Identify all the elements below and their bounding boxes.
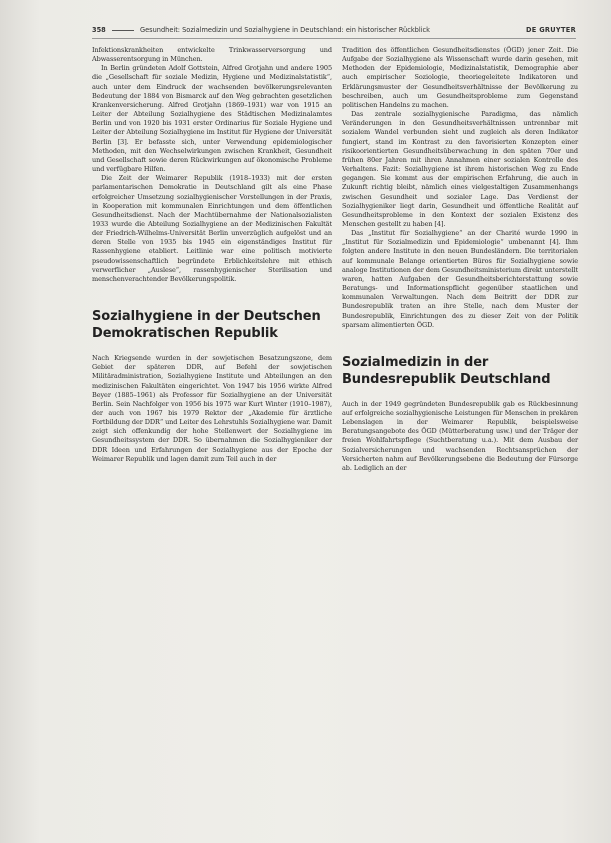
paragraph: In Berlin gründeten Adolf Gottstein, Alfred Grotjahn und andere 1905 die „Gesellschaft für soziale Medizin, Hygiene und Medizinalstatistik“, auch unter dem Eindruck der wachsenden bevölkerungsrelevanten Bedeutung der 1884 von Bismarck auf den Weg gebrachten gesetzlichen Krankenversicherung. Alfred Grotjahn (1869–1931) war von 1915 an Leiter der Abteilung Sozialhygiene des Städtischen Medizinalamtes Berlin und von 1920 bis 1931 erster Ordinarius für Soziale Hygiene und Leiter der Abteilung Sozialhygiene im Institut für Hygiene der Universität Berlin [3]. Er befasste sich, unter Verwendung epidemiologischer Methoden, mit den Wechselwirkungen zwischen Krankheit, Gesundheit und Gesellschaft sowie deren Rückwirkungen auf ökonomische Probleme und verfügbare Hilfen.: [92, 64, 332, 174]
paragraph: Auch in der 1949 gegründeten Bundesrepublik gab es Rückbesinnung auf erfolgreiche sozialhygienische Leistungen für Menschen in prekären Lebenslagen in der Weimarer Republik, beispielsweise Beratungsangebote des ÖGD (Mütterberatung usw.) und der Träger der freien Wohlfahrtspflege (Suchtberatung u.a.). Mit dem Ausbau der Sozialversicherungen und wachsenden Rechtsansprüchen der Versicherten nahm auf Bevölkerungsebene die Bedeutung der Fürsorge ab. Lediglich an der: [342, 399, 578, 472]
publisher-logo: DE GRUYTER: [526, 26, 576, 34]
paragraph: Die Zeit der Weimarer Republik (1918–1933) mit der ersten parlamentarischen Demokratie in Deutschland gilt als eine Phase erfolgreicher Umsetzung sozialhygienischer Vorstellungen in der Praxis, in Kooperation mit kommunalen Einrichtungen und dem öffentlichen Gesundheitsdienst. Nach der Machtübernahme der Nationalsozialisten 1933 wurde die Abteilung Sozialhygiene an der Medizinischen Fakultät der Friedrich-Wilhelms-Universität Berlin unverzüglich aufgelöst und an deren Stelle von 1935 bis 1945 ein eigenständiges Institut für Rassenhygiene etabliert. Leitlinie war eine politisch motivierte pseudowissenschaftlich begründete Erblichkeitslehre mit ethisch verwerflicher „Auslese“, rassenhygienischer Sterilisation und menschenverachtender Bevölkerungspolitik.: [92, 174, 332, 283]
section-heading: Sozialhygiene in der Deutschen Demokratischen Republik: [92, 309, 321, 342]
right-column: [342, 46, 578, 473]
paragraph: Infektionskrankheiten entwickelte Trinkwasserversorgung und Abwasserentsorgung in München.: [92, 46, 332, 64]
header-rule: [112, 30, 134, 31]
paragraph: Das zentrale sozialhygienische Paradigma, das nämlich Veränderungen in den Gesundheitsverhältnissen untrennbar mit sozialem Wandel verbunden sieht und zugleich als deren Indikator fungiert, stand im Kontrast zu den favorisierten Konzepten einer risikoorientierten Gesundheitsüberwachung in den späten 70er und frühen 80er Jahren mit ihren Annahmen einer sozialen Kontrolle des Verhaltens. Fazit: Sozialhygiene ist ihrem historischen Weg zu Ende gegangen. Sie kommt aus der empirischen Erfahrung, die auch in Zukunft richtig bleibt, nämlich eines vielgestaltigen Zusammenhangs zwischen Gesundheit und sozialer Lage. Das Verdienst der Sozialhygieniker liegt darin, Gesundheit und öffentliche Realität auf Gesundheitsprobleme in den Kontext der sozialen Existenz des Menschen gestellt zu haben [4].: [342, 110, 578, 228]
running-title: Gesundheit: Sozialmedizin und Sozialhygiene in Deutschland: ein historischer Rückblick: [140, 26, 430, 34]
paragraph: Tradition des öffentlichen Gesundheitsdienstes (ÖGD) jener Zeit. Die Aufgabe der Sozialhygiene als Wissenschaft wurde darin gesehen, mit Methoden der Epidemiologie, Medizinalstatistik, Demographie aber auch empirischer Soziologie, theoriegeleitete Indikatoren und Erklärungsmuster der Gesundheitsverhältnisse der Bevölkerung zu beschreiben, auch um Gesundheitsprobleme zum Gegenstand politischen Handelns zu machen.: [342, 46, 578, 109]
section-heading: Sozialmedizin in der Bundesrepublik Deutschland: [342, 354, 551, 387]
paragraph: Das „Institut für Sozialhygiene“ an der Charité wurde 1990 in „Institut für Sozialmedizin und Epidemiologie“ umbenannt [4]. Ihm folgten andere Institute in den neuen Bundesländern. Die territorialen auf kommunale Belange orientierten Büros für Sozialhygiene sowie analoge Institutionen der dem Gesundheitsministerium direkt unterstellt waren, hatten Aufgaben der Gesundheitsberichterstattung sowie Beratungs- und Informationspflicht gegenüber staatlichen und kommunalen Verwaltungen. Nach dem Beitritt der DDR zur Bundesrepublik traten an ihre Stelle, nach dem Muster der Bundesrepublik, Einrichtungen des zu dieser Zeit von der Politik sparsam alimentierten ÖGD.: [342, 229, 578, 329]
running-header: [92, 24, 576, 39]
paragraph: Nach Kriegsende wurden in der sowjetischen Besatzungszone, dem Gebiet der späteren DDR, auf Befehl der sowjetischen Militäradministration, Sozialhygiene Institute und Abteilungen an den medizinischen Fakultäten eingerichtet. Von 1947 bis 1956 wirkte Alfred Beyer (1885–1961) als Professor für Sozialhygiene an der Universität Berlin. Sein Nachfolger von 1956 bis 1975 war Kurt Winter (1910–1987), der auch von 1967 bis 1979 Rektor der „Akademie für ärztliche Fortbildung der DDR“ und Leiter des Lehrstuhls Sozialhygiene war. Damit zeigt sich offenkundig der hohe Stellenwert der Sozialhygiene im Gesundheitssystem der DDR. So übernahmen die Sozialhygieniker der DDR Ideen und Erfahrungen der Sozialhygiene aus der Epoche der Weimarer Republik und lagen damit zum Teil auch in der: [92, 354, 332, 463]
page-number: 358: [92, 26, 106, 34]
left-column: [92, 46, 332, 464]
